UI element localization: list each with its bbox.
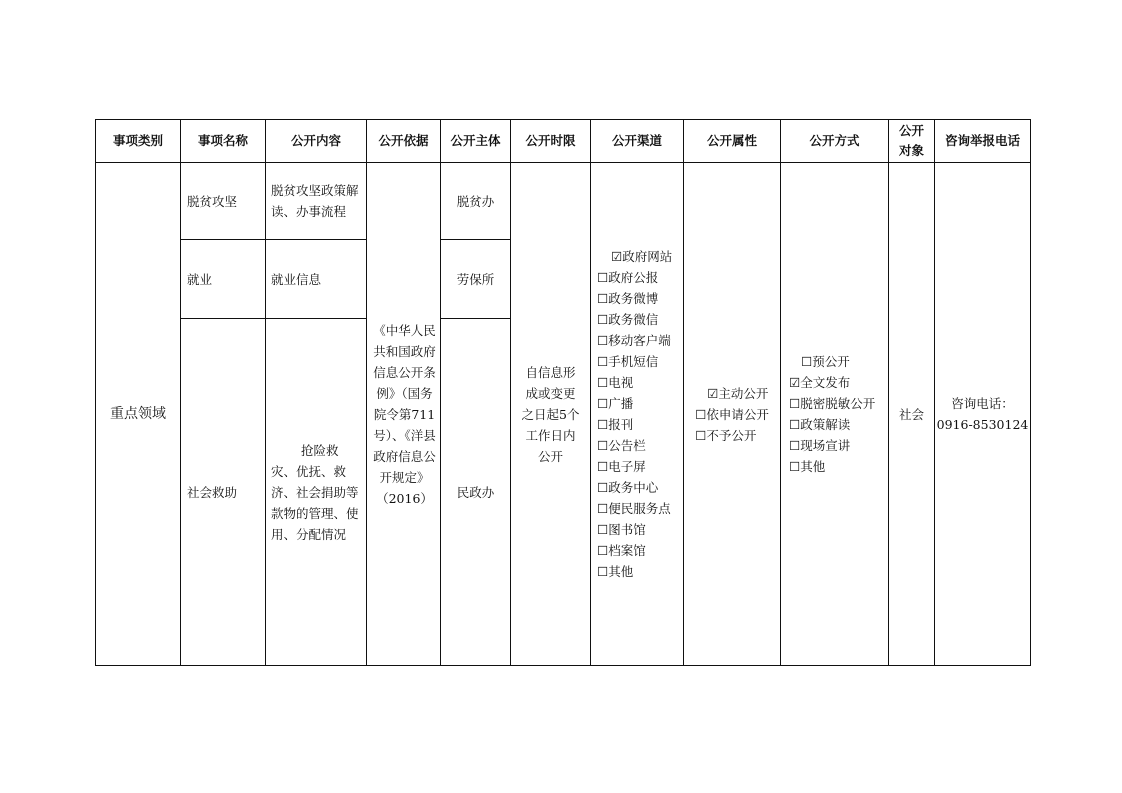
channels-cell	[591, 163, 684, 666]
channel-checkbox[interactable]: ☐图书馆	[597, 522, 646, 537]
header-content: 公开内容	[266, 120, 367, 163]
item-content: 就业信息	[271, 271, 322, 287]
table-row	[96, 163, 1031, 240]
channel-checkbox[interactable]: ☑政府网站	[611, 249, 673, 264]
attribute-cell	[684, 163, 781, 666]
header-channels: 公开渠道	[591, 120, 684, 163]
object-cell	[889, 163, 935, 666]
subject-text: 劳保所	[456, 271, 495, 287]
category-label: 重点领域	[110, 405, 166, 422]
header-report-phone: 咨询举报电话	[935, 120, 1031, 163]
header-basis: 公开依据	[367, 120, 441, 163]
method-checkbox[interactable]: ☐预公开	[801, 354, 850, 369]
channel-checkbox[interactable]: ☐其他	[597, 564, 634, 579]
phone-label: 咨询电话：	[951, 396, 1014, 411]
method-checkbox[interactable]: ☐现场宣讲	[789, 438, 851, 453]
item-name-cell	[181, 319, 266, 666]
channel-checkbox[interactable]: ☐政务微博	[597, 291, 659, 306]
channel-checkbox[interactable]: ☐手机短信	[597, 354, 659, 369]
attribute-checkbox[interactable]: ☑主动公开	[707, 385, 769, 401]
time-limit-text: 自信息形成或变更之日起5个工作日内公开	[521, 364, 580, 464]
item-name: 社会救助	[187, 484, 238, 500]
channel-checkbox[interactable]: ☐电子屏	[597, 459, 646, 474]
category-cell	[96, 163, 181, 666]
channel-checkbox[interactable]: ☐电视	[597, 375, 634, 390]
phone-cell	[935, 163, 1031, 666]
channel-checkbox[interactable]: ☐移动客户端	[597, 333, 671, 348]
attribute-list	[695, 383, 769, 446]
subject-text: 民政办	[456, 484, 495, 500]
item-content-cell	[266, 319, 367, 666]
channels-list	[597, 246, 683, 582]
object-text: 社会	[898, 406, 924, 422]
channel-checkbox[interactable]: ☐报刊	[597, 417, 634, 432]
method-checkbox[interactable]: ☑全文发布	[789, 375, 851, 390]
subject-text: 脱贫办	[456, 193, 495, 209]
header-category: 事项类别	[96, 120, 181, 163]
item-content-cell	[266, 240, 367, 319]
header-name: 事项名称	[181, 120, 266, 163]
method-checkbox[interactable]: ☐脱密脱敏公开	[789, 396, 876, 411]
time-limit-cell	[511, 163, 591, 666]
header-time-limit: 公开时限	[511, 120, 591, 163]
channel-checkbox[interactable]: ☐广播	[597, 396, 634, 411]
channel-checkbox[interactable]: ☐政务中心	[597, 480, 659, 495]
disclosure-table	[95, 119, 1031, 666]
channel-checkbox[interactable]: ☐政务微信	[597, 312, 659, 327]
item-name-cell	[181, 240, 266, 319]
basis-cell	[367, 163, 441, 666]
attribute-checkbox[interactable]: ☐依申请公开	[695, 406, 769, 422]
header-object: 公开对象	[889, 120, 935, 163]
attribute-checkbox[interactable]: ☐不予公开	[695, 427, 757, 443]
method-cell	[781, 163, 889, 666]
item-name-cell	[181, 163, 266, 240]
channel-checkbox[interactable]: ☐便民服务点	[597, 501, 671, 516]
phone-number: 0916-8530124	[936, 417, 1029, 432]
subject-cell	[441, 319, 511, 666]
item-content-cell	[266, 163, 367, 240]
channel-checkbox[interactable]: ☐政府公报	[597, 270, 659, 285]
channel-checkbox[interactable]: ☐档案馆	[597, 543, 646, 558]
method-list	[789, 351, 876, 477]
basis-text: 《中华人民共和国政府信息公开条例》（国务院令第711号）、《洋县政府信息公开规定》（2016）	[373, 322, 436, 506]
header-attribute: 公开属性	[684, 120, 781, 163]
channel-checkbox[interactable]: ☐公告栏	[597, 438, 646, 453]
item-content: 抢险救灾、优抚、救济、社会捐助等款物的管理、使用、分配情况	[271, 442, 359, 542]
item-name: 脱贫攻坚	[187, 193, 238, 209]
item-name: 就业	[187, 271, 213, 287]
item-content: 脱贫攻坚政策解读、办事流程	[271, 183, 359, 219]
method-checkbox[interactable]: ☐其他	[789, 459, 826, 474]
header-row	[96, 120, 1031, 163]
header-subject: 公开主体	[441, 120, 511, 163]
header-method: 公开方式	[781, 120, 889, 163]
subject-cell	[441, 240, 511, 319]
method-checkbox[interactable]: ☐政策解读	[789, 417, 851, 432]
subject-cell	[441, 163, 511, 240]
